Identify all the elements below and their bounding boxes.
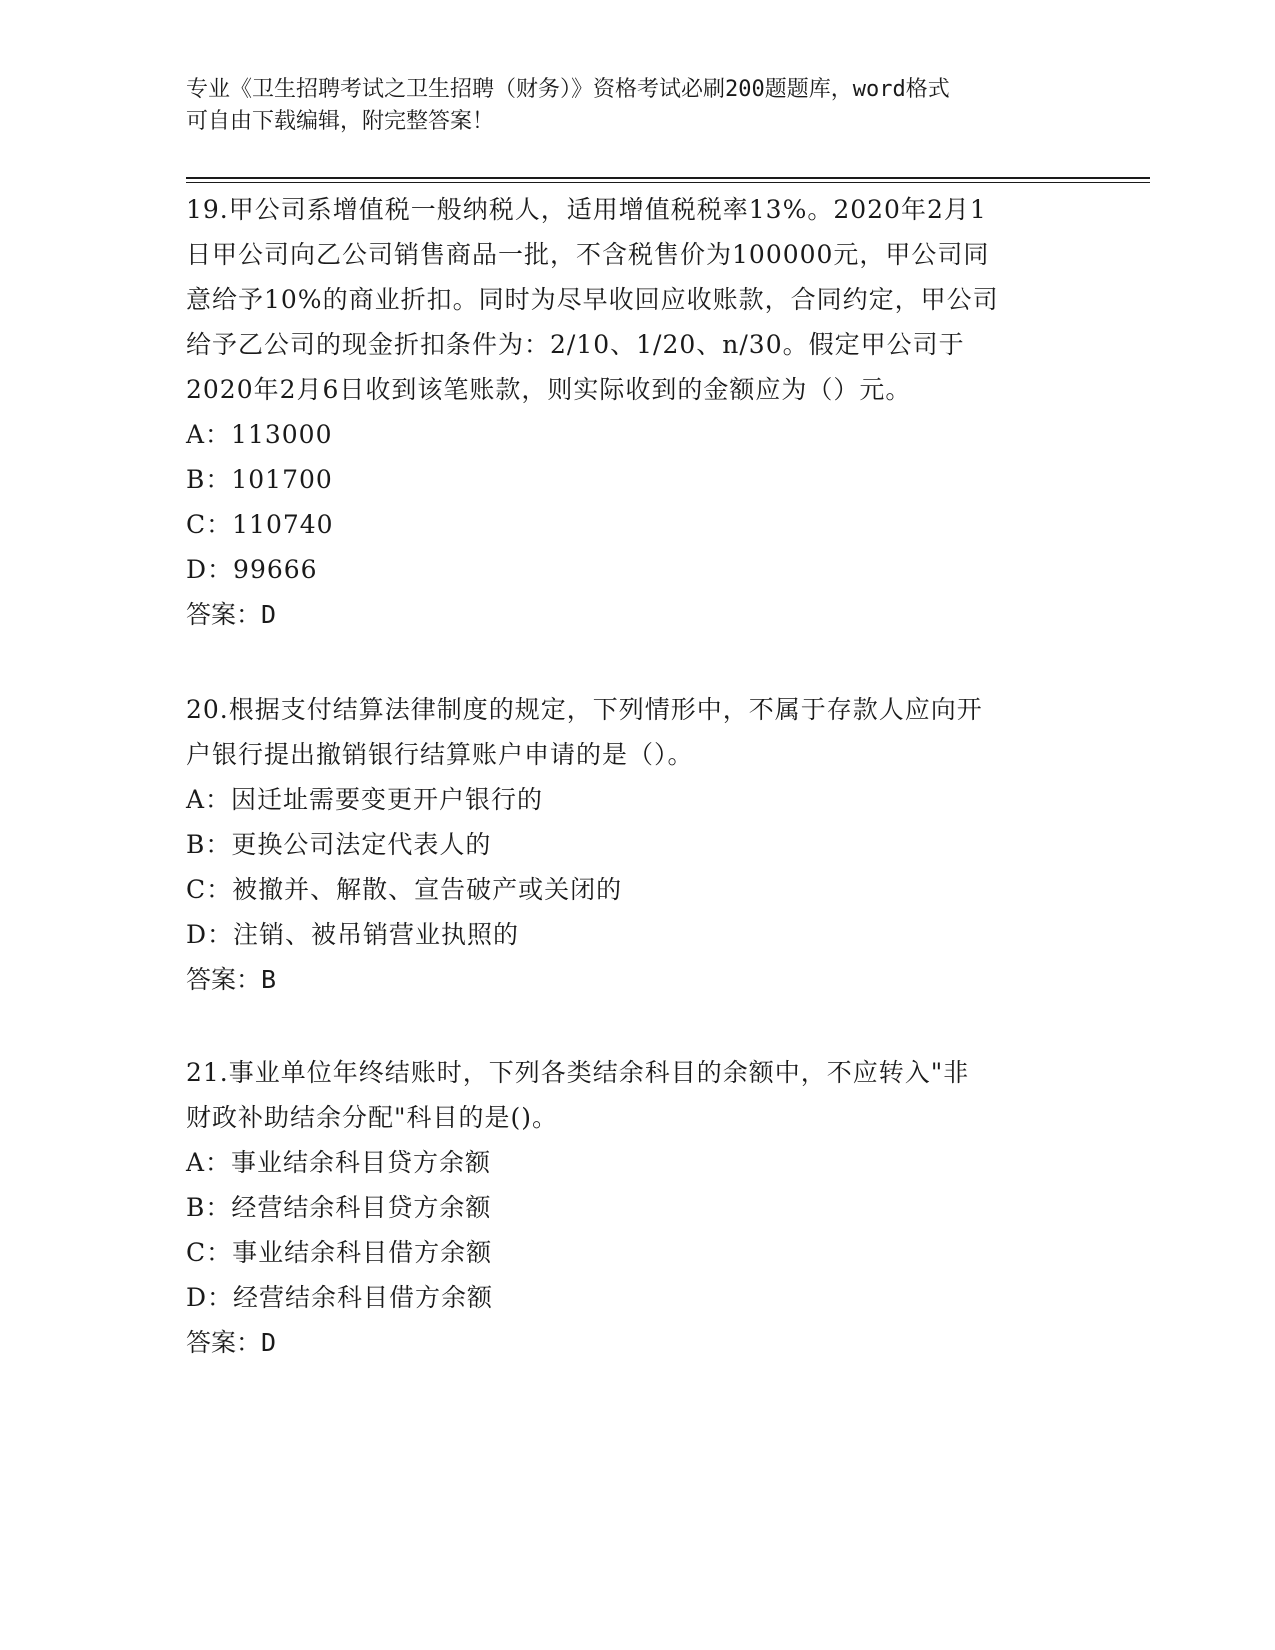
stem-line: 19.甲公司系增值税一般纳税人，适用增值税税率13%。2020年2月1	[186, 195, 987, 224]
option-c: C：被撤并、解散、宣告破产或关闭的	[186, 875, 623, 904]
answer-line: 答案：B	[186, 965, 277, 994]
option-d: D：99666	[186, 555, 318, 584]
stem-line: 20.根据支付结算法律制度的规定，下列情形中，不属于存款人应向开	[186, 695, 983, 724]
option-b: B：经营结余科目贷方余额	[186, 1193, 492, 1222]
header-line-2: 可自由下载编辑，附完整答案！	[186, 109, 495, 134]
answer-line: 答案：D	[186, 600, 277, 629]
question-stem	[186, 187, 1086, 412]
header-divider-thin	[186, 182, 1150, 183]
option-d: D：经营结余科目借方余额	[186, 1283, 494, 1312]
option-b: B：更换公司法定代表人的	[186, 830, 492, 859]
option-a: A：因迁址需要变更开户银行的	[186, 785, 544, 814]
option-d: D：注销、被吊销营业执照的	[186, 920, 520, 949]
option-a: A：113000	[186, 420, 333, 449]
question-19	[186, 187, 1086, 637]
answer-line: 答案：D	[186, 1328, 277, 1357]
header-line-1: 专业《卫生招聘考试之卫生招聘（财务）》资格考试必刷200题题库，word格式	[186, 77, 950, 102]
stem-line: 户银行提出撤销银行结算账户申请的是（）。	[186, 740, 694, 769]
option-a: A：事业结余科目贷方余额	[186, 1148, 492, 1177]
stem-line: 2020年2月6日收到该笔账款，则实际收到的金额应为（）元。	[186, 375, 912, 404]
question-20	[186, 687, 1086, 1002]
stem-line: 日甲公司向乙公司销售商品一批，不含税售价为100000元，甲公司同	[186, 240, 990, 269]
page-header	[186, 74, 1066, 138]
option-c: C：110740	[186, 510, 334, 539]
stem-line: 给予乙公司的现金折扣条件为：2/10、1/20、n/30。假定甲公司于	[186, 330, 965, 359]
stem-line: 意给予10%的商业折扣。同时为尽早收回应收账款，合同约定，甲公司	[186, 285, 999, 314]
question-stem	[186, 1050, 1086, 1140]
header-divider-thick	[186, 177, 1150, 179]
stem-line: 21.事业单位年终结账时，下列各类结余科目的余额中，不应转入"非	[186, 1058, 970, 1087]
question-stem	[186, 687, 1086, 777]
question-21	[186, 1050, 1086, 1365]
option-b: B：101700	[186, 465, 333, 494]
stem-line: 财政补助结余分配"科目的是()。	[186, 1103, 559, 1132]
option-c: C：事业结余科目借方余额	[186, 1238, 493, 1267]
